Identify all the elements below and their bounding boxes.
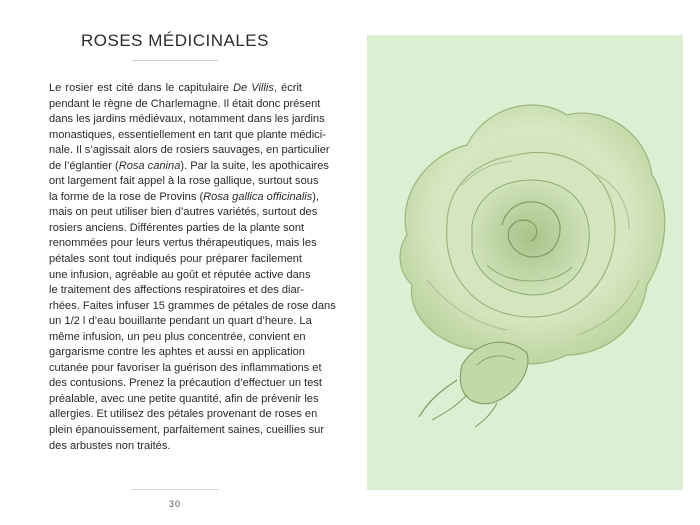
right-page bbox=[350, 0, 700, 525]
text-run: des arbustes non traités. bbox=[49, 439, 171, 452]
paragraph-line bbox=[49, 190, 320, 206]
italic-term: De Villis bbox=[233, 82, 274, 94]
paragraph-line bbox=[49, 268, 311, 284]
paragraph-line bbox=[49, 330, 306, 346]
paragraph-line bbox=[49, 283, 305, 299]
text-run: des contusions. Prenez la précaution d’effectuer un test bbox=[49, 377, 322, 390]
paragraph-line bbox=[49, 345, 305, 361]
paragraph-line bbox=[49, 361, 322, 377]
paragraph-line bbox=[49, 376, 322, 392]
text-run: rhées. Faites infuser 15 grammes de pétales de rose dans bbox=[49, 299, 336, 312]
paragraph-line bbox=[49, 97, 321, 113]
italic-term: Rosa gallica officinalis bbox=[203, 190, 313, 203]
title-divider bbox=[132, 60, 218, 61]
paragraph-line bbox=[49, 143, 330, 159]
text-run: monastiques, essentiellement en tant que plante médici- bbox=[49, 128, 326, 141]
text-run: préalable, avec une petite quantité, afin de prévenir les bbox=[49, 392, 319, 405]
paragraph-line bbox=[49, 407, 318, 423]
paragraph-line bbox=[49, 252, 302, 268]
text-run: pendant le règne de Charlemagne. Il était donc présent bbox=[49, 97, 321, 110]
paragraph-line bbox=[49, 112, 325, 128]
paragraph-line bbox=[49, 439, 302, 455]
italic-term: Rosa canina bbox=[118, 159, 181, 172]
paragraph-line bbox=[49, 423, 325, 439]
paragraph-line bbox=[49, 236, 317, 252]
footer-divider bbox=[131, 489, 219, 490]
text-run: , écrit bbox=[273, 82, 302, 94]
text-run: dans les jardins médiévaux, notamment dans les jardins bbox=[49, 113, 325, 126]
text-run: pétales sont tout indiqués pour préparer facilement bbox=[49, 253, 302, 266]
text-run: la forme de la rose de Provins ( bbox=[49, 190, 204, 203]
text-run: renommées pour leurs vertus thérapeutiques, mais les bbox=[49, 237, 317, 250]
page-number: 30 bbox=[168, 499, 181, 509]
text-run: allergies. Et utilisez des pétales provenant de roses en bbox=[49, 408, 318, 421]
paragraph-line bbox=[49, 174, 319, 190]
paragraph-line bbox=[49, 392, 319, 408]
paragraph-line bbox=[49, 221, 305, 237]
paragraph-line bbox=[49, 81, 302, 97]
text-run: même infusion, un peu plus concentrée, convient en bbox=[49, 330, 306, 343]
text-run: plein épanouissement, parfaitement saines, cueillies sur bbox=[49, 424, 325, 437]
paragraph-line bbox=[49, 159, 329, 175]
body-paragraph bbox=[49, 81, 336, 454]
text-run: de l’églantier ( bbox=[49, 159, 119, 172]
text-run: rosiers anciens. Différentes parties de la plante sont bbox=[49, 221, 305, 234]
paragraph-line bbox=[49, 128, 326, 144]
paragraph-line bbox=[49, 205, 318, 221]
text-run: mais on peut utiliser bien d’autres variétés, surtout des bbox=[49, 206, 318, 219]
page-title: ROSES MÉDICINALES bbox=[81, 31, 269, 50]
rose-drawing-icon bbox=[367, 35, 683, 490]
text-run: ), bbox=[312, 190, 320, 203]
paragraph-line bbox=[49, 314, 312, 330]
text-run: une infusion, agréable au goût et réputée active dans bbox=[49, 268, 311, 281]
paragraph-line bbox=[49, 299, 336, 315]
text-run: ). Par la suite, les apothicaires bbox=[180, 159, 329, 172]
rose-illustration bbox=[367, 35, 683, 490]
text-run: cutanée pour favoriser la guérison des inflammations et bbox=[49, 361, 322, 374]
text-run: Le rosier est cité dans le capitulaire bbox=[49, 82, 233, 94]
text-run: gargarisme contre les aphtes et aussi en application bbox=[49, 346, 305, 359]
text-run: ont largement fait appel à la rose gallique, surtout sous bbox=[49, 175, 319, 188]
text-run: un 1/2 l d’eau bouillante pendant un quart d’heure. La bbox=[49, 315, 312, 328]
text-run: nale. Il s’agissait alors de rosiers sauvages, en particulier bbox=[49, 144, 330, 157]
text-run: le traitement des affections respiratoires et des diar- bbox=[49, 284, 305, 297]
